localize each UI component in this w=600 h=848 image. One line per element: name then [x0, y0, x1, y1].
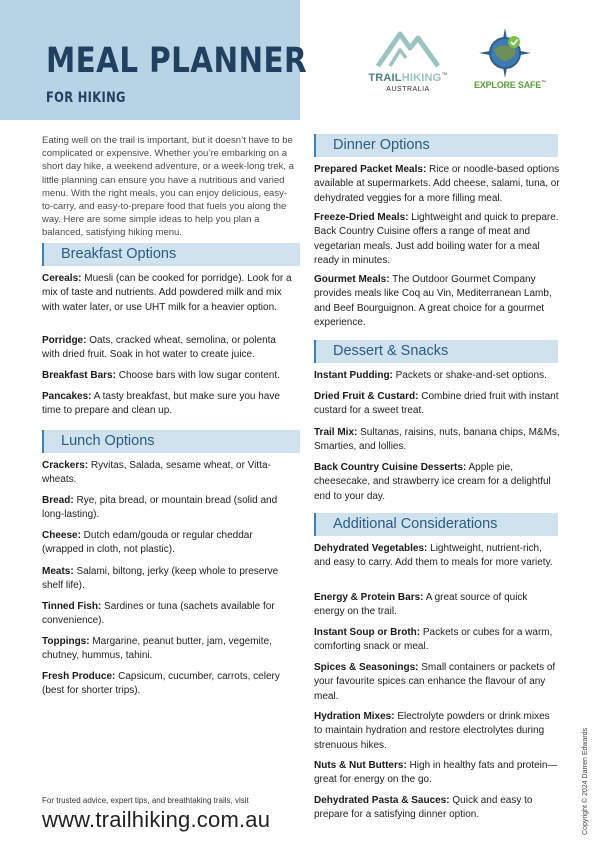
- item-label: Dehydrated Vegetables:: [314, 543, 428, 554]
- item-text: A tasty breakfast, but make sure you have time to prepare and clean up.: [42, 391, 280, 417]
- item-text: Choose bars with low sugar content.: [115, 370, 280, 381]
- item-text: Packets or shake-and-set options.: [392, 370, 547, 381]
- item-text: Capsicum, cucumber, carrots, celery (best for shorter trips).: [42, 671, 280, 697]
- intro-paragraph: Eating well on the trail is important, but it doesn’t have to be complicated or expensive. Whether you’re embarking on a short day hike, a weekend adventure, or a week-long trek, a little planning can ensure you have a nutritious and varied menu. With the right meals, you can enjoy delicious, easy-to-carry, and easy-to-prepare food that fuels you along the way. Here are some simple ideas to help you plan a balanced, satisfying hiking menu.: [42, 135, 294, 239]
- trailhiking-prefix: TRAIL: [368, 72, 402, 84]
- item-label: Back Country Cuisine Desserts:: [314, 462, 467, 473]
- trailhiking-logo: [362, 28, 454, 98]
- list-item: [314, 759, 560, 788]
- section-heading-breakfast: Breakfast Options: [42, 243, 300, 266]
- list-item: [314, 542, 560, 571]
- list-item: [314, 273, 560, 330]
- item-label: Toppings:: [42, 636, 90, 647]
- item-label: Nuts & Nut Butters:: [314, 760, 407, 771]
- item-text: Apple pie, cheesecake, and strawberry ice cream for a delightful end to your day.: [314, 462, 551, 502]
- item-label: Dried Fruit & Custard:: [314, 391, 419, 402]
- item-label: Energy & Protein Bars:: [314, 592, 424, 603]
- item-label: Cereals:: [42, 273, 82, 284]
- item-label: Tinned Fish:: [42, 601, 102, 612]
- website-link[interactable]: www.trailhiking.com.au: [42, 807, 271, 832]
- list-item: [314, 369, 560, 383]
- footer-tagline: For trusted advice, expert tips, and breathtaking trails, visit: [42, 796, 249, 805]
- list-item: [42, 334, 292, 363]
- item-text: Sultanas, raisins, nuts, banana chips, M&Ms, Smarties, and lollies.: [314, 427, 560, 453]
- trailhiking-wordmark: [362, 72, 454, 84]
- item-text: Sardines or tuna (sachets available for convenience).: [42, 601, 275, 627]
- item-label: Crackers:: [42, 460, 89, 471]
- item-label: Instant Soup or Broth:: [314, 627, 421, 638]
- explore-safe-logo: [474, 26, 546, 98]
- list-item: [42, 272, 292, 315]
- page-subtitle: FOR HIKING: [46, 90, 126, 106]
- explore-safe-tm: ™: [541, 80, 546, 86]
- item-text: Salami, biltong, jerky (keep whole to preserve shelf life).: [42, 566, 279, 592]
- list-item: [42, 390, 292, 419]
- item-label: Prepared Packet Meals:: [314, 164, 427, 175]
- item-text: Margarine, peanut butter, jam, vegemite, chutney, hummus, tahini.: [42, 636, 272, 662]
- item-label: Instant Pudding:: [314, 370, 393, 381]
- copyright-notice: Copyright © 2024 Darren Edwards: [582, 727, 589, 835]
- list-item: [314, 426, 560, 455]
- list-item: [42, 670, 292, 699]
- explore-safe-name: EXPLORE SAFE: [474, 80, 542, 90]
- item-text: Rice or noodle-based options available at supermarkets. Add cheese, salami, tuna, or dehydrated veggies for a more filling meal.: [314, 164, 560, 204]
- mountain-icon: [376, 28, 440, 70]
- item-label: Hydration Mixes:: [314, 711, 395, 722]
- item-label: Meats:: [42, 566, 74, 577]
- list-item: [314, 461, 560, 504]
- list-item: [314, 211, 560, 268]
- item-text: Muesli (can be cooked for porridge). Look for a mix of taste and nutrients. Add powdered milk and mix with water later, or use UHT milk for a heavier option.: [42, 273, 292, 313]
- list-item: [314, 710, 560, 753]
- list-item: [42, 565, 292, 594]
- list-item: [314, 390, 560, 419]
- section-heading-lunch: Lunch Options: [42, 430, 300, 453]
- item-text: Lightweight, nutrient-rich, and easy to carry. Add them to meals for more variety.: [314, 543, 553, 569]
- item-text: Combine dried fruit with instant custard for a sweet treat.: [314, 391, 559, 417]
- compass-icon: [477, 26, 533, 80]
- item-text: High in healthy fats and protein—great for energy on the go.: [314, 760, 558, 786]
- item-label: Pancakes:: [42, 391, 92, 402]
- list-item: [42, 494, 292, 523]
- item-text: Oats, cracked wheat, semolina, or polenta with dried fruit. Soak in hot water to create juice.: [42, 335, 276, 361]
- page-title: MEAL PLANNER: [46, 41, 308, 81]
- trailhiking-suffix: HIKING: [401, 72, 442, 84]
- section-heading-dinner: Dinner Options: [314, 134, 558, 157]
- item-text: A great source of quick energy on the trail.: [314, 592, 528, 618]
- item-text: Dutch edam/gouda or regular cheddar (wrapped in cloth, not plastic).: [42, 530, 253, 556]
- list-item: [42, 600, 292, 629]
- item-text: Small containers or packets of your favourite spices can enhance the flavour of any meal.: [314, 662, 556, 702]
- list-item: [42, 459, 292, 488]
- item-label: Cheese:: [42, 530, 81, 541]
- item-label: Bread:: [42, 495, 74, 506]
- explore-safe-wordmark: [474, 80, 546, 90]
- title-banner: [0, 0, 308, 120]
- item-label: Fresh Produce:: [42, 671, 116, 682]
- list-item: [314, 591, 560, 620]
- section-heading-dessert: Dessert & Snacks: [314, 340, 558, 363]
- list-item: [42, 635, 292, 664]
- item-label: Dehydrated Pasta & Sauces:: [314, 795, 450, 806]
- item-label: Breakfast Bars:: [42, 370, 116, 381]
- item-label: Porridge:: [42, 335, 87, 346]
- item-text: Electrolyte powders or drink mixes to maintain hydration and restore electrolytes during strenuous hikes.: [314, 711, 550, 751]
- item-text: Quick and easy to prepare for a satisfying dinner option.: [314, 795, 533, 821]
- item-label: Gourmet Meals:: [314, 274, 390, 285]
- list-item: [314, 794, 560, 823]
- item-text: Lightweight and quick to prepare. Back Country Cuisine offers a range of meat and vegetarian meals. Just add boiling water for a meal ready in minutes.: [314, 212, 559, 266]
- trailhiking-tm: ™: [441, 72, 448, 79]
- trailhiking-country: AUSTRALIA: [386, 86, 430, 93]
- item-label: Freeze-Dried Meals:: [314, 212, 409, 223]
- item-label: Spices & Seasonings:: [314, 662, 419, 673]
- list-item: [314, 163, 560, 206]
- item-text: Packets or cubes for a warm, comforting snack or meal.: [314, 627, 553, 653]
- item-text: Rye, pita bread, or mountain bread (solid and long-lasting).: [42, 495, 278, 521]
- list-item: [314, 626, 560, 655]
- list-item: [314, 661, 560, 704]
- item-text: Ryvitas, Salada, sesame wheat, or Vitta-wheats.: [42, 460, 271, 486]
- list-item: [42, 369, 292, 383]
- item-text: The Outdoor Gourmet Company provides meals like Coq au Vin, Mediterranean Lamb, and Beef Bourguignon. A great choice for a gourmet experience.: [314, 274, 552, 328]
- section-heading-additional: Additional Considerations: [314, 513, 558, 536]
- item-label: Trail Mix:: [314, 427, 358, 438]
- list-item: [42, 529, 292, 558]
